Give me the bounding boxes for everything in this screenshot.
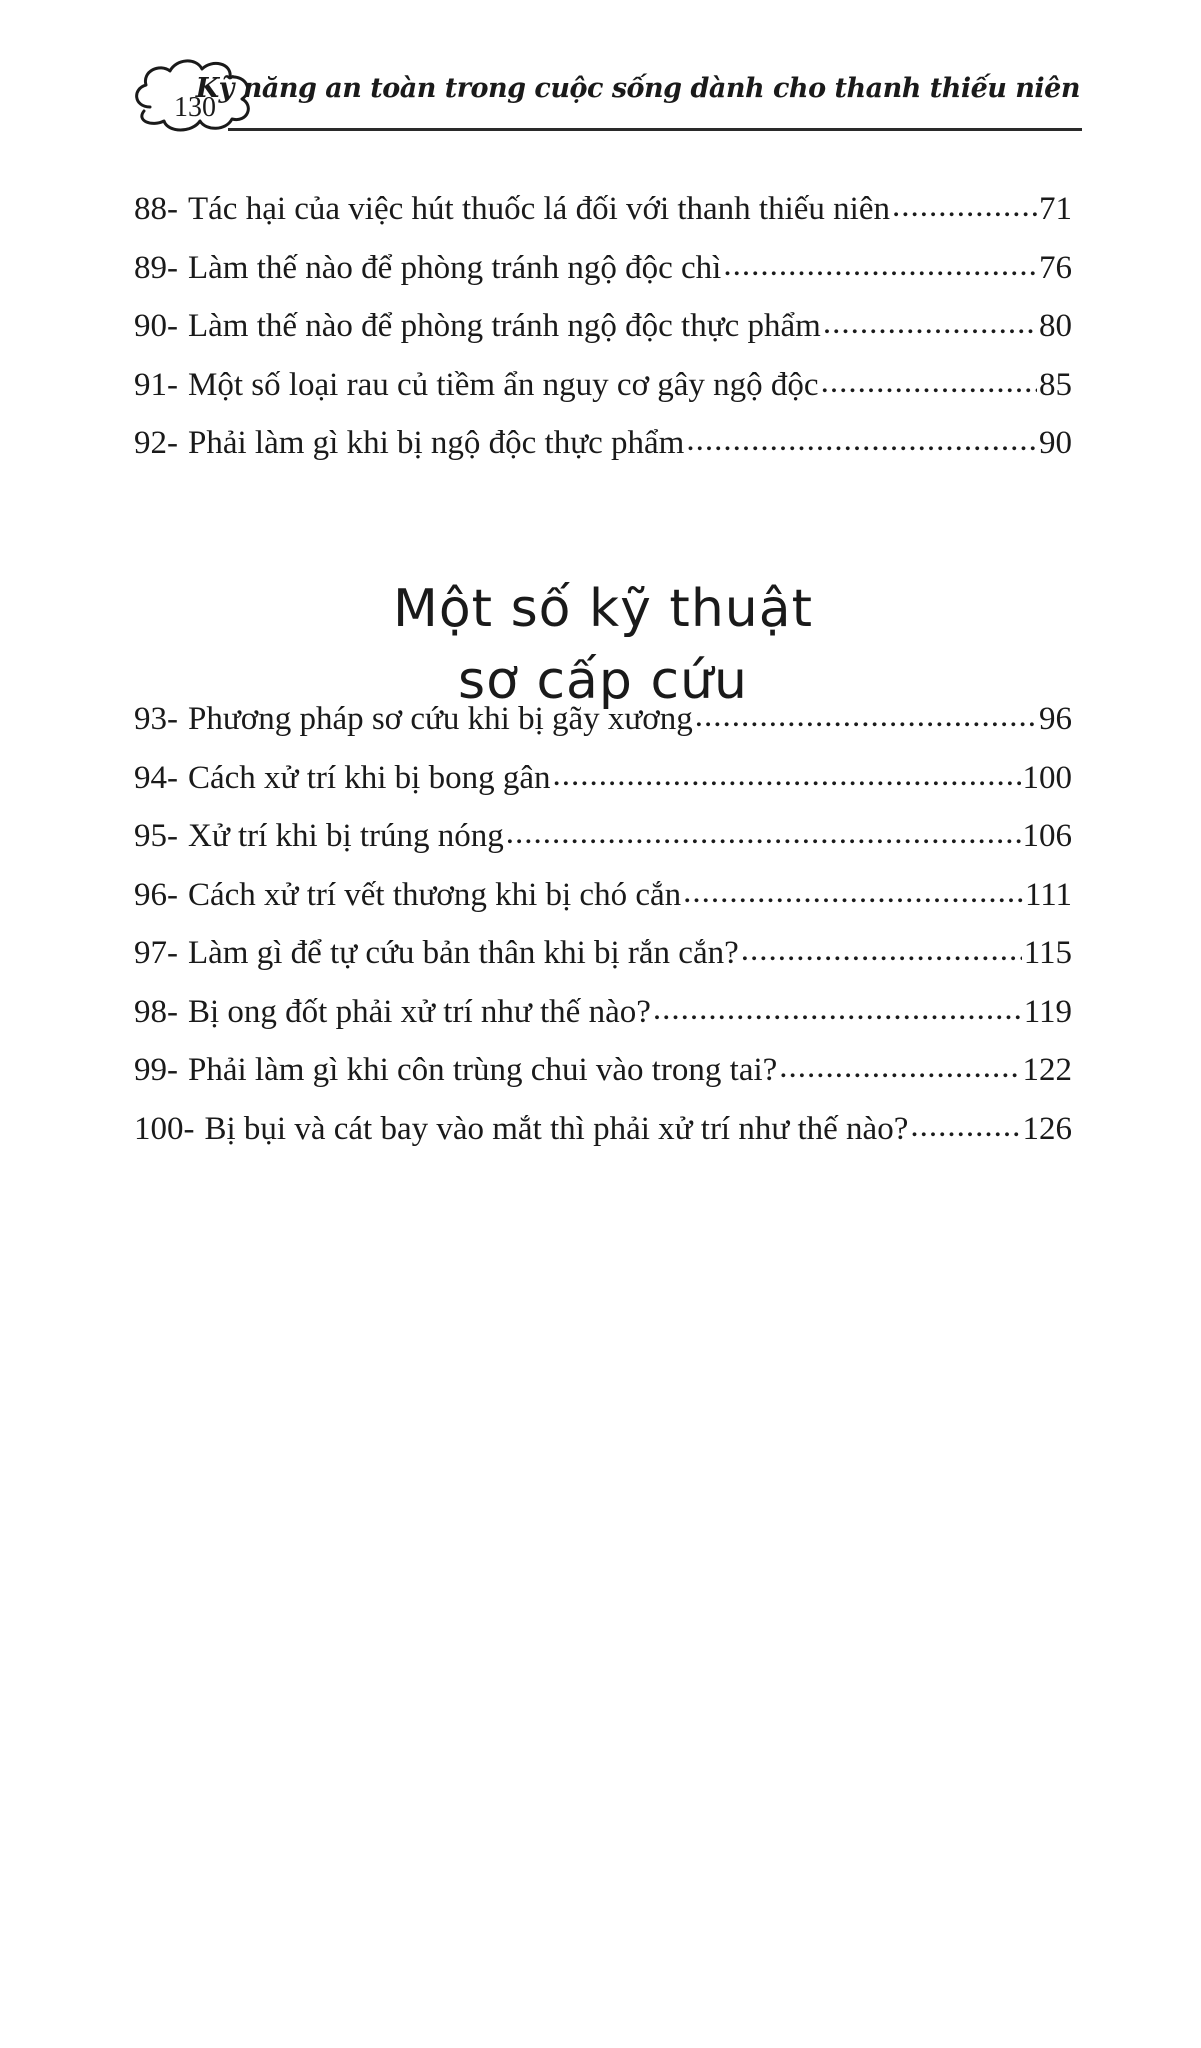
toc-entry-page: 96 (1039, 701, 1072, 737)
toc-entry-page: 122 (1022, 1052, 1072, 1088)
toc-dot-leader (821, 353, 1037, 411)
toc-list-2 (134, 690, 1072, 1158)
toc-entry-title: Một số loại rau củ tiềm ẩn nguy cơ gây ngộ độc (188, 366, 819, 403)
toc-entry-number: 94- (134, 759, 178, 796)
toc-dot-leader (741, 921, 1022, 979)
toc-entry-page: 126 (1022, 1110, 1072, 1147)
page-header (130, 55, 1080, 145)
toc-entry-page: 76 (1039, 249, 1072, 286)
toc-entry-page: 80 (1039, 308, 1072, 344)
toc-entry-page: 90 (1039, 425, 1072, 461)
toc-entry-number: 91- (134, 366, 178, 403)
toc-entry-title: Làm gì để tự cứu bản thân khi bị rắn cắn? (188, 935, 739, 971)
toc-list-1 (134, 180, 1072, 473)
toc-entry-title: Phải làm gì khi bị ngộ độc thực phẩm (188, 425, 685, 461)
toc-entry-number: 93- (134, 701, 178, 737)
toc-entry-title: Phương pháp sơ cứu khi bị gãy xương (188, 701, 693, 737)
section-heading-line-1: Một số kỹ thuật (392, 579, 813, 640)
toc-dot-leader (683, 863, 1023, 921)
toc-entry (134, 866, 1072, 925)
toc-entry-title: Xử trí khi bị trúng nóng (188, 818, 504, 854)
toc-entry-page: 85 (1039, 366, 1072, 403)
toc-entry-number: 99- (134, 1052, 178, 1088)
toc-entry (134, 983, 1072, 1042)
toc-dot-leader (686, 411, 1037, 469)
toc-entry-title: Làm thế nào để phòng tránh ngộ độc thực phẩm (188, 308, 821, 344)
toc-entry-page: 106 (1022, 818, 1072, 854)
toc-dot-leader (910, 1097, 1020, 1155)
toc-dot-leader (892, 177, 1037, 235)
running-title: Kỹ năng an toàn trong cuộc sống dành cho thanh thiếu niên (195, 73, 1080, 104)
header-rule (228, 128, 1082, 131)
toc-entry-page: 100 (1022, 759, 1072, 796)
toc-entry-page: 119 (1023, 993, 1072, 1030)
toc-dot-leader (695, 687, 1037, 745)
toc-entry (134, 807, 1072, 866)
toc-entry-number: 95- (134, 818, 178, 854)
toc-dot-leader (823, 294, 1037, 352)
toc-entry-number: 90- (134, 308, 178, 344)
toc-entry-number: 89- (134, 249, 178, 286)
toc-entry (134, 749, 1072, 808)
toc-entry-page: 71 (1039, 191, 1072, 227)
toc-entry-number: 92- (134, 425, 178, 461)
toc-entry-page: 111 (1024, 876, 1072, 913)
toc-entry (134, 414, 1072, 473)
toc-dot-leader (506, 804, 1021, 862)
toc-entry-title: Tác hại của việc hút thuốc lá đối với thanh thiếu niên (188, 191, 890, 227)
toc-entry-title: Cách xử trí vết thương khi bị chó cắn (188, 876, 682, 913)
page-number: 130 (174, 92, 216, 123)
toc-entry (134, 690, 1072, 749)
toc-dot-leader (553, 746, 1021, 804)
toc-entry (134, 297, 1072, 356)
toc-entry (134, 1100, 1072, 1159)
toc-entry (134, 1041, 1072, 1100)
toc-entry-page: 115 (1023, 935, 1072, 971)
toc-entry-title: Bị ong đốt phải xử trí như thế nào? (188, 993, 651, 1030)
toc-entry (134, 924, 1072, 983)
toc-entry-number: 98- (134, 993, 178, 1030)
toc-entry-title: Làm thế nào để phòng tránh ngộ độc chì (188, 249, 722, 286)
toc-entry-number: 88- (134, 191, 178, 227)
toc-entry-number: 96- (134, 876, 178, 913)
toc-dot-leader (779, 1038, 1020, 1096)
toc-entry-title: Bị bụi và cát bay vào mắt thì phải xử trí như thế nào? (204, 1110, 909, 1147)
toc-entry (134, 180, 1072, 239)
toc-entry (134, 356, 1072, 415)
toc-entry-title: Phải làm gì khi côn trùng chui vào trong tai? (188, 1052, 778, 1088)
toc-entry-number: 97- (134, 935, 178, 971)
toc-entry (134, 239, 1072, 298)
toc-dot-leader (723, 236, 1037, 294)
toc-dot-leader (653, 980, 1022, 1038)
section-heading-line-2: sơ cấp cứu (458, 651, 748, 712)
toc-entry-title: Cách xử trí khi bị bong gân (188, 759, 551, 796)
toc-entry-number: 100- (134, 1110, 195, 1147)
